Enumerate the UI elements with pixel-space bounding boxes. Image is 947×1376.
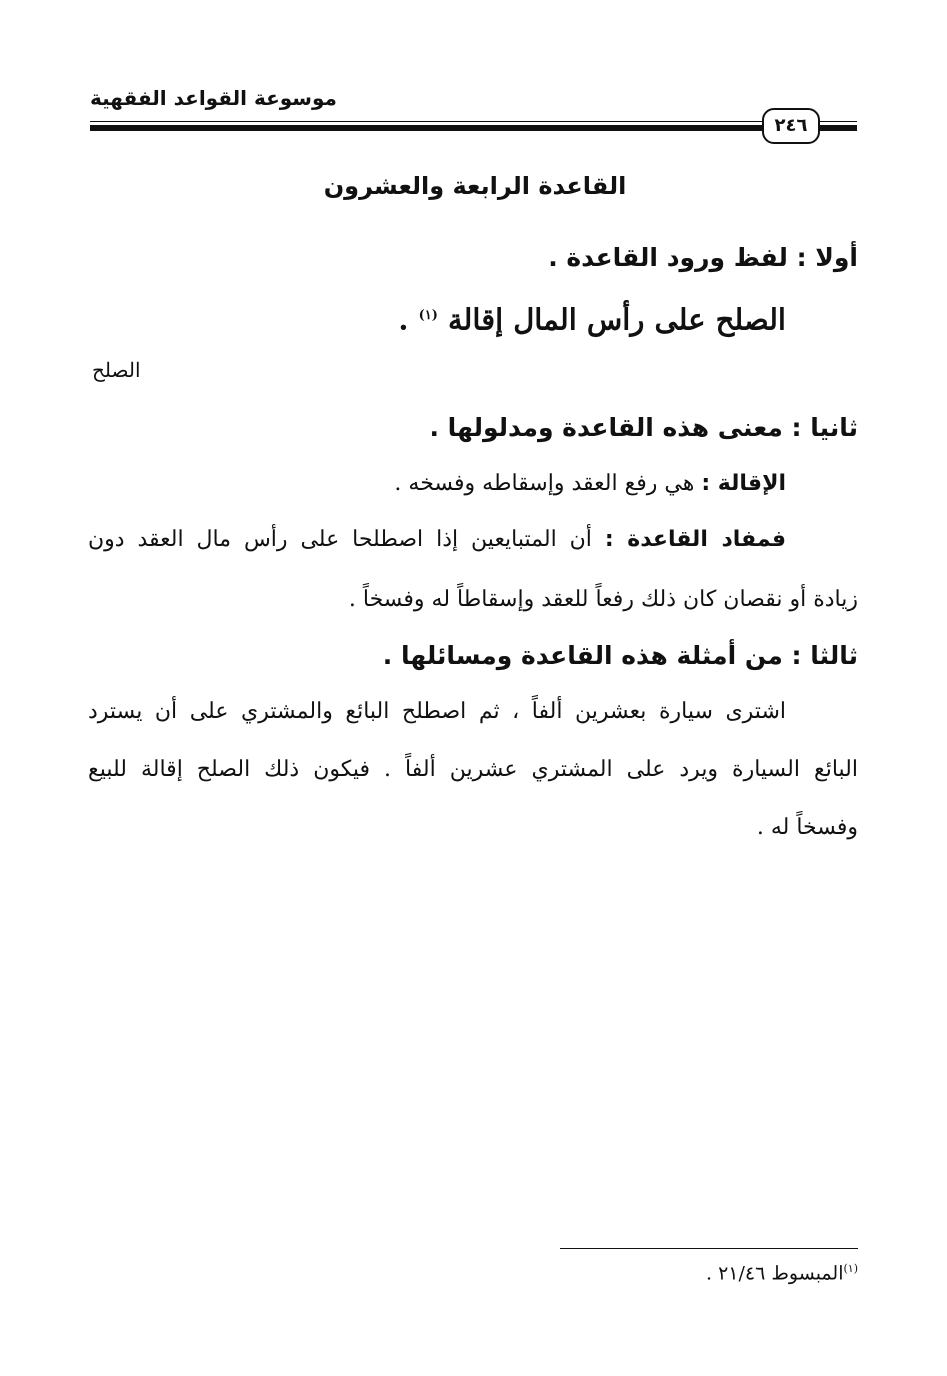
section-1-heading: أولا : لفظ ورود القاعدة . <box>548 243 858 272</box>
rule-statement <box>88 294 786 342</box>
example-line-2: البائع السيارة ويرد على المشتري عشرين ألفاً . فيكون ذلك الصلح إقالة للبيع <box>88 757 858 782</box>
margin-word: الصلح <box>92 358 141 382</box>
rule-statement-end: . <box>398 302 409 337</box>
section-3-heading: ثالثا : من أمثلة هذه القاعدة ومسائلها . <box>382 641 858 670</box>
meaning-text-1: أن المتبايعين إذا اصطلحا على رأس مال العقد دون <box>88 527 592 552</box>
header-rule-thin-right <box>820 121 857 122</box>
running-title: موسوعة القواعد الفقهية <box>90 86 337 110</box>
example-line-3: وفسخاً له . <box>756 815 858 840</box>
meaning-line-2: زيادة أو نقصان كان ذلك رفعاً للعقد وإسقاطاً له وفسخاً . <box>348 587 858 612</box>
definition-term: الإقالة : <box>701 471 786 496</box>
example-line-1: اشترى سيارة بعشرين ألفاً ، ثم اصطلح البائع والمشتري على أن يسترد <box>88 699 786 724</box>
definition-line <box>88 464 786 504</box>
header-rule-thin <box>90 121 762 122</box>
header-rule-thick-right <box>820 125 857 131</box>
footnote-reference: (١) <box>418 308 438 323</box>
rule-statement-text: الصلح على رأس المال إقالة <box>448 302 786 337</box>
footnote-marker: (١) <box>843 1262 858 1275</box>
section-2-heading: ثانيا : معنى هذه القاعدة ومدلولها . <box>429 413 858 442</box>
meaning-line-1 <box>88 520 786 560</box>
definition-text: هي رفع العقد وإسقاطه وفسخه . <box>394 471 695 496</box>
footnote-text: المبسوط ٢١/٤٦ . <box>705 1262 844 1285</box>
footnote <box>560 1262 858 1284</box>
header-rule-thick <box>90 125 762 131</box>
page-number: ٢٤٦ <box>762 108 820 144</box>
rule-title: القاعدة الرابعة والعشرون <box>323 172 627 200</box>
meaning-term: فمفاد القاعدة : <box>604 527 786 552</box>
footnote-rule <box>560 1248 858 1249</box>
